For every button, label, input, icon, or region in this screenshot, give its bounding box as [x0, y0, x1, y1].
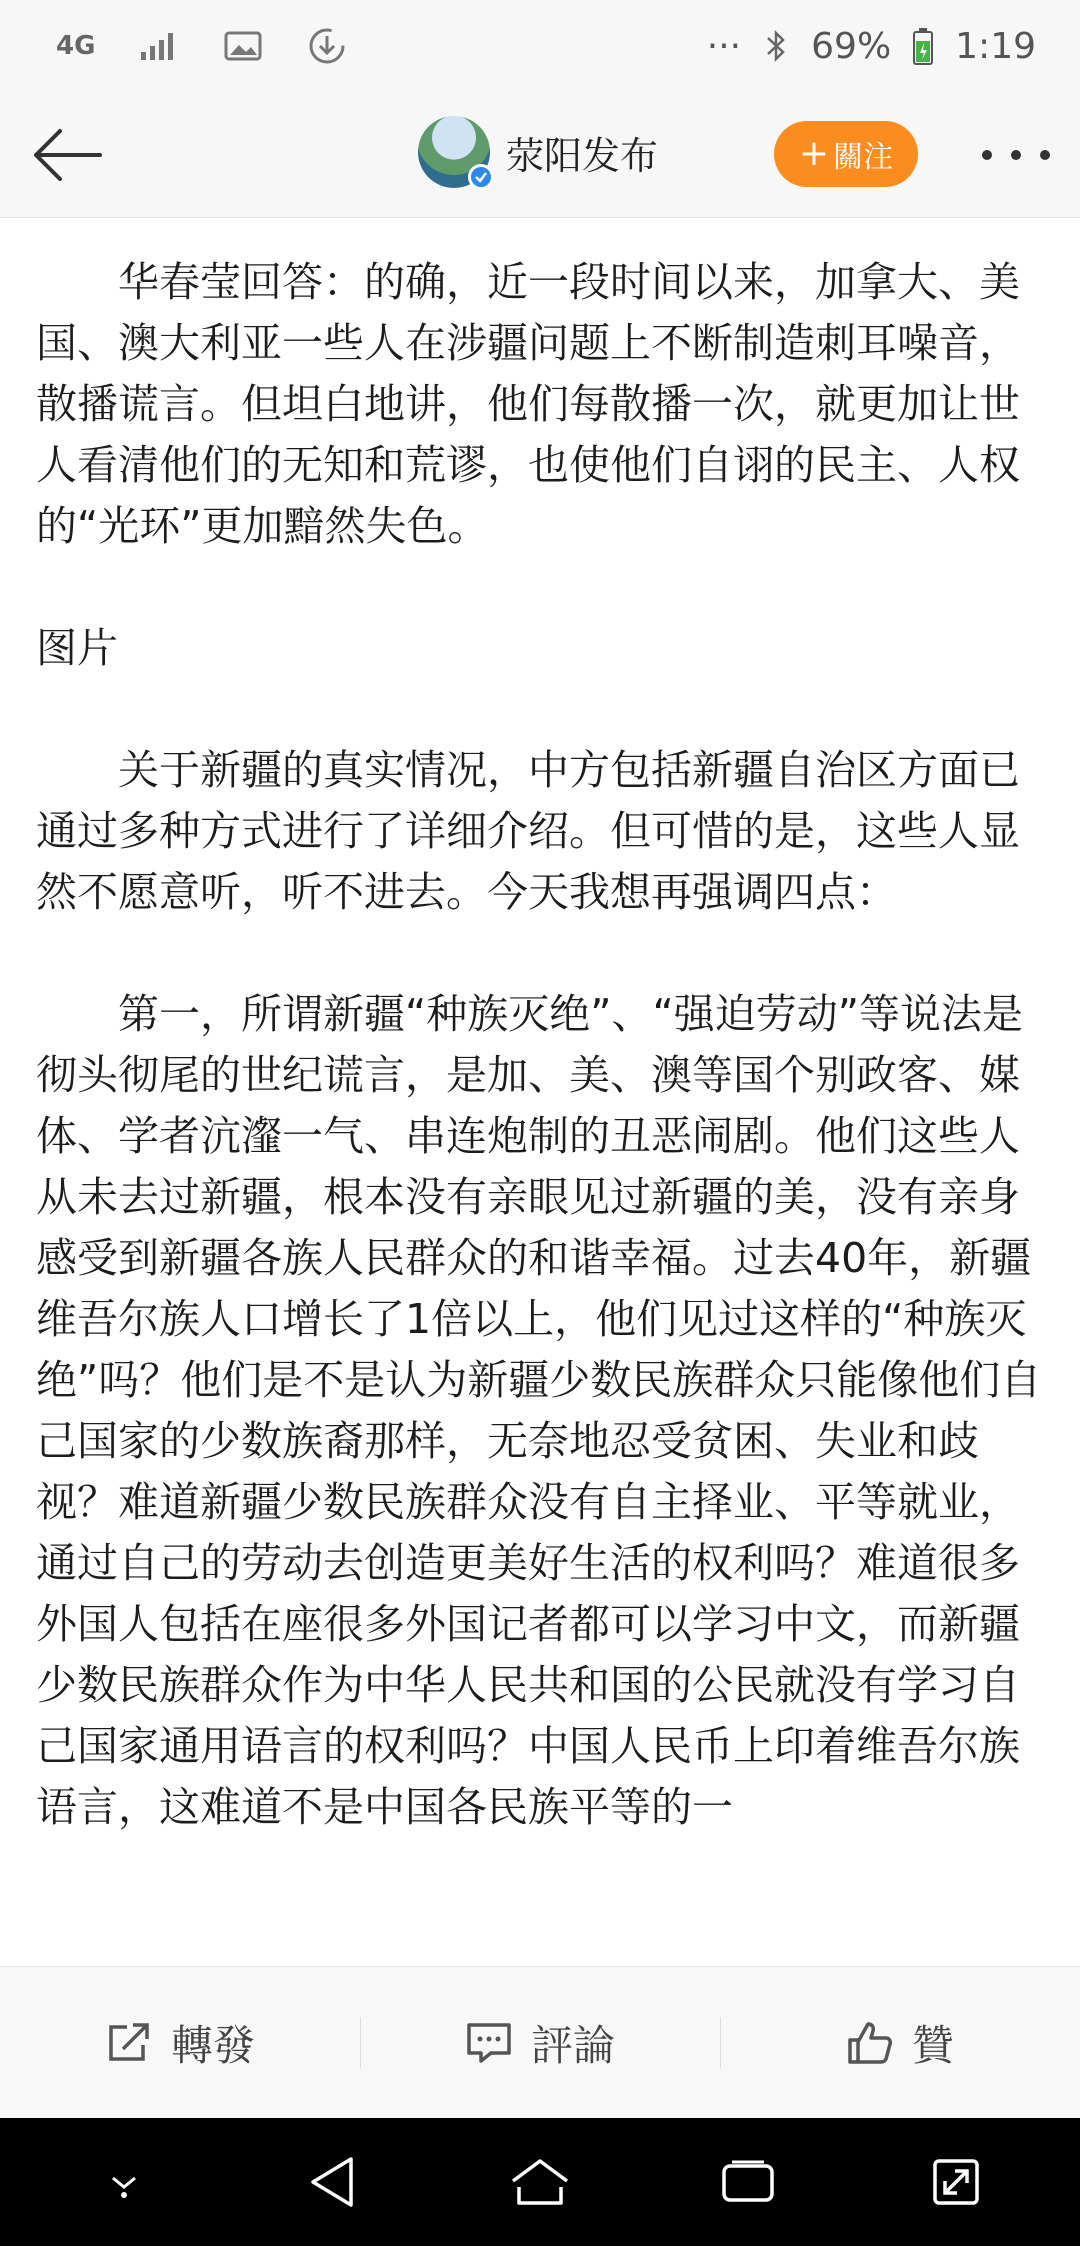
account-header[interactable] — [418, 116, 658, 188]
back-nav-button[interactable] — [287, 2137, 377, 2227]
expand-icon — [931, 2157, 981, 2207]
status-left — [56, 26, 347, 66]
home-nav-button[interactable] — [495, 2137, 585, 2227]
title-bar — [0, 92, 1080, 218]
thumb-up-icon — [846, 2020, 894, 2066]
comment-label: 評論 — [530, 2020, 615, 2070]
battery-percent: 69% — [811, 25, 892, 67]
recents-nav-button[interactable] — [703, 2137, 793, 2227]
recents-icon — [720, 2158, 776, 2206]
article-body — [36, 252, 1046, 1964]
follow-label: 關注 — [833, 140, 894, 175]
comment-button[interactable] — [360, 1967, 720, 2118]
avatar[interactable] — [418, 116, 490, 188]
status-right — [707, 26, 1036, 67]
dot — [1011, 150, 1021, 160]
hide-nav-button[interactable] — [79, 2137, 169, 2227]
article-paragraph: 关于新疆的真实情况，中方包括新疆自治区方面已通过多种方式进行了详细介绍。但可惜的是，这些人显然不愿意听，听不进去。今天我想再强调四点： — [36, 746, 1020, 916]
battery-icon — [913, 27, 933, 65]
triangle-back-icon — [307, 2155, 357, 2209]
comment-icon — [465, 2021, 513, 2065]
like-button[interactable] — [720, 1967, 1080, 2118]
dot — [982, 150, 992, 160]
status-bar — [0, 0, 1080, 92]
image-placeholder-text[interactable]: 图片 — [36, 624, 118, 672]
verified-badge-icon — [468, 164, 494, 190]
bluetooth-icon — [763, 28, 789, 64]
network-type: 4G — [56, 31, 96, 61]
repost-button[interactable] — [0, 1967, 360, 2118]
more-options-icon[interactable] — [976, 132, 1056, 178]
arrow-left-icon — [30, 125, 104, 185]
account-name[interactable]: 荥阳发布 — [506, 133, 659, 178]
follow-button[interactable] — [774, 121, 918, 187]
clock: 1:19 — [955, 25, 1036, 67]
download-icon — [307, 26, 347, 66]
signal-icon — [139, 30, 179, 62]
like-label: 贊 — [911, 2020, 954, 2070]
repost-label: 轉發 — [170, 2020, 255, 2070]
article-paragraph: 第一，所谓新疆“种族灭绝”、“强迫劳动”等说法是彻头彻尾的世纪谎言，是加、美、澳等国个别政客、媒体、学者沆瀣一气、串连炮制的丑恶闹剧。他们这些人从未去过新疆，根本没有亲眼见过新疆的美，没有亲身感受到新疆各族人民群众的和谐幸福。过去40年，新疆维吾尔族人口增长了1倍以上，他们见过这样的“种族灭绝”吗？他们是不是认为新疆少数民族群众只能像他们自己国家的少数族裔那样，无奈地忍受贫困、失业和歧视？难道新疆少数民族群众没有自主择业、平等就业，通过自己的劳动去创造更美好生活的权利吗？难道很多外国人包括在座很多外国记者都可以学习中文，而新疆少数民族群众作为中华人民共和国的公民就没有学习自己国家通用语言的权利吗？中国人民币上印着维吾尔族语言，这难道不是中国各民族平等的一 — [36, 990, 1042, 1831]
article-paragraph: 华春莹回答：的确，近一段时间以来，加拿大、美国、澳大利亚一些人在涉疆问题上不断制造刺耳噪音，散播谎言。但坦白地讲，他们每散播一次，就更加让世人看清他们的无知和荒谬，也使他们自诩的民主、人权的“光环”更加黯然失色。 — [36, 258, 1020, 550]
dot — [1040, 150, 1050, 160]
plus-icon: + — [798, 133, 830, 174]
action-bar — [0, 1966, 1080, 2118]
system-nav-bar — [0, 2118, 1080, 2246]
more-notifications: ··· — [706, 25, 742, 67]
repost-icon — [105, 2021, 153, 2065]
chevron-down-icon — [99, 2162, 149, 2202]
home-icon — [509, 2157, 571, 2207]
back-button[interactable] — [28, 120, 106, 190]
image-icon — [223, 29, 263, 63]
expand-nav-button[interactable] — [911, 2137, 1001, 2227]
